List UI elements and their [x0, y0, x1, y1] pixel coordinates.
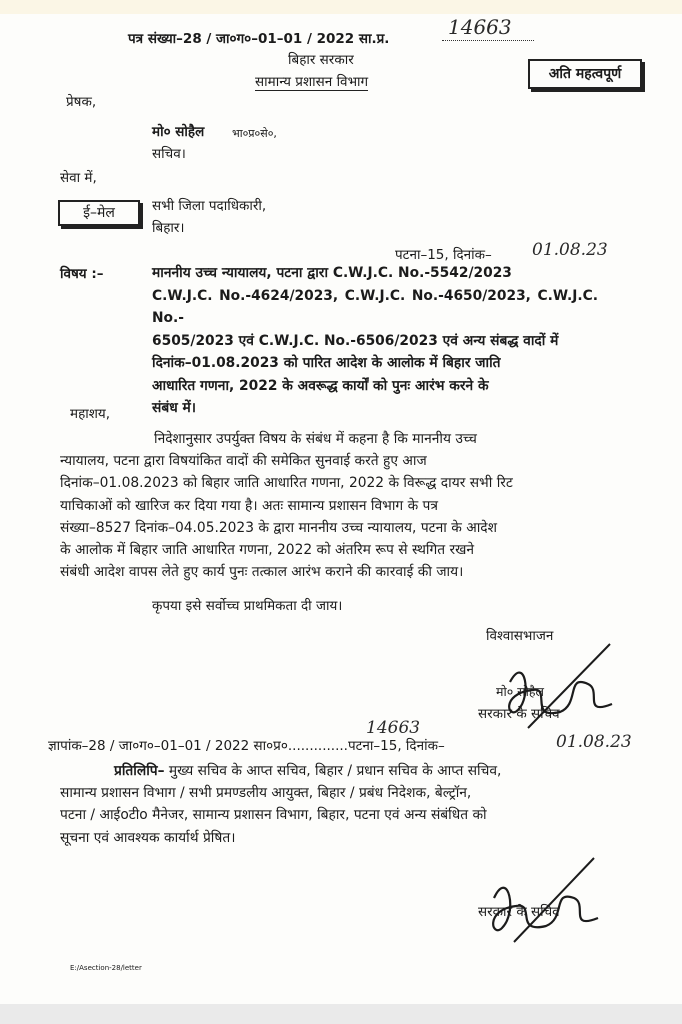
subject-line: C.W.J.C. No.-4624/2023, C.W.J.C. No.-4650/2023, C.W.J.C. No.-	[152, 287, 598, 326]
closing-designation-2: सरकार के सचिव	[478, 904, 560, 920]
body-paragraph	[60, 428, 600, 583]
bottom-strip	[0, 1004, 682, 1024]
letter-page	[0, 14, 682, 1004]
recipient-state: बिहार।	[152, 220, 185, 236]
subject-line: माननीय उच्च न्यायालय, पटना द्वारा C.W.J.C. No.-5542/2023	[152, 265, 512, 281]
priority-stamp: अति महत्वपूर्ण	[528, 59, 642, 89]
handwritten-memo-date: 01.08.23	[556, 732, 632, 752]
subject-label: विषय :–	[60, 266, 104, 282]
signature	[458, 834, 618, 944]
subject-line: 6505/2023 एवं C.W.J.C. No.-6506/2023 एवं अन्य संबद्ध वादों में	[152, 332, 559, 349]
subject-line: दिनांक–01.08.2023 को पारित आदेश के आलोक में बिहार जाति	[152, 355, 501, 371]
subject-line: संबंध में।	[152, 400, 196, 416]
sender-designation: सचिव।	[152, 146, 186, 162]
closing-name: मो० सोहैल	[496, 684, 544, 699]
closing-designation: सरकार के सचिव	[478, 706, 560, 722]
closing: विश्वासभाजन	[486, 628, 554, 644]
body-line: संख्या–8527 दिनांक–04.05.2023 के द्वारा माननीय उच्च न्यायालय, पटना के आदेश	[60, 519, 498, 536]
copy-line: सामान्य प्रशासन विभाग / सभी प्रमण्डलीय आयुक्त, बिहार / प्रबंध निदेशक, बेल्ट्रॉन,	[60, 785, 472, 802]
to-label: सेवा में,	[60, 170, 97, 186]
sender-label: प्रेषक,	[66, 94, 97, 110]
body-line: याचिकाओं को खारिज कर दिया गया है। अतः सामान्य प्रशासन विभाग के पत्र	[60, 497, 439, 514]
memo-reference: ज्ञापांक–28 / जा०ग०–01–01 / 2022 सा०प्र०..............पटना–15, दिनांक–	[48, 738, 445, 754]
handwritten-reference-number: 14663	[448, 15, 512, 39]
department-name: सामान्य प्रशासन विभाग	[255, 74, 369, 90]
government-name: बिहार सरकार	[288, 52, 354, 68]
sender-service: भा०प्र०से०,	[232, 127, 277, 140]
letter-reference: पत्र संख्या–28 / जा०ग०–01–01 / 2022 सा.प्र.	[128, 31, 390, 47]
body-line: न्यायालय, पटना द्वारा विषयांकित वादों की समेकित सुनवाई करते हुए आज	[60, 453, 427, 470]
sender-name: मो० सोहैल	[152, 124, 205, 140]
body-line: निदेशानुसार उपर्युक्त विषय के संबंध में कहना है कि माननीय उच्च	[154, 431, 477, 447]
body-line: संबंधी आदेश वापस लेते हुए कार्य पुनः तत्काल आरंभ कराने की कारवाई की जाय।	[60, 564, 464, 581]
recipient: सभी जिला पदाधिकारी,	[152, 198, 267, 214]
body-line: के आलोक में बिहार जाति आधारित गणना, 2022 को अंतरिम रूप से स्थगित रखने	[60, 542, 475, 559]
reference-underline	[442, 40, 534, 41]
place-date-label: पटना–15, दिनांक–	[395, 247, 492, 263]
salutation: महाशय,	[70, 406, 111, 422]
copy-line: पटना / आईoटीo मैनेजर, सामान्य प्रशासन विभाग, बिहार, पटना एवं अन्य संबंधित को	[60, 807, 487, 824]
handwritten-date: 01.08.23	[532, 240, 608, 260]
copy-line: सूचना एवं आवश्यक कार्यार्थ प्रेषित।	[60, 829, 236, 846]
copy-label: प्रतिलिपि–	[114, 763, 165, 779]
copy-line: मुख्य सचिव के आप्त सचिव, बिहार / प्रधान सचिव के आप्त सचिव,	[168, 763, 502, 779]
email-stamp: ई–मेल	[58, 200, 140, 226]
subject-line: आधारित गणना, 2022 के अवरूद्ध कार्यों को पुनः आरंभ करने के	[152, 377, 489, 394]
handwritten-memo-number: 14663	[366, 718, 421, 738]
priority-request: कृपया इसे सर्वोच्च प्राथमिकता दी जाय।	[152, 598, 343, 614]
body-line: दिनांक–01.08.2023 को बिहार जाति आधारित गणना, 2022 के विरूद्ध दायर सभी रिट	[60, 475, 513, 492]
subject-text	[152, 262, 598, 420]
footer-path: E:/Asection-28/letter	[70, 964, 142, 972]
